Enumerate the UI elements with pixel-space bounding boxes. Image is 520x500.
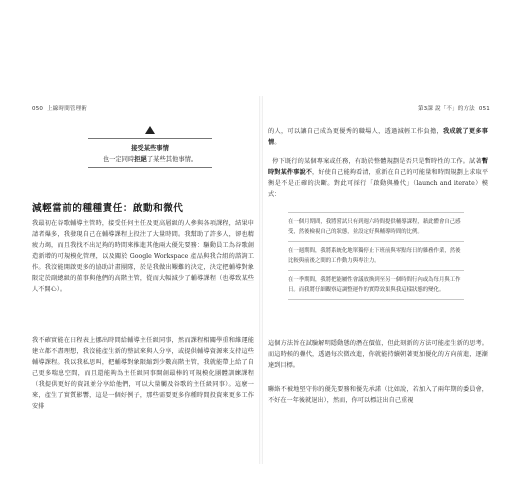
callout-box [80, 126, 220, 168]
right-paragraph-1: 的人，可以讓自己成為更優秀的職場人，透過減輕工作負擔，我成就了更多事情。 [268, 128, 488, 146]
example-quotes [288, 212, 464, 300]
callout-title: 接受某些事情 [131, 145, 169, 152]
callout-top-rule [88, 138, 212, 139]
right-page-number: 051 [478, 106, 490, 112]
left-header-title: 上線時間管理術 [47, 106, 88, 112]
quote-item: 在一季期間，我將把能屬性會議放換到至另一個時間行內或為每月與工作日。而我將仔細觀察這調整運作的實際效果與我這樣狀態的變化。 [288, 271, 464, 300]
quote-item: 在一週期間，我將系統化地單獨停止下班前與零點每日的雜務作業，然後比較與前後之間的工作動力與專注力。 [288, 242, 464, 271]
right-paragraph-3: 這個方法旨在試驗解明隱動態的潛在價值，但此刻新的方法可能產生新的思考。而這時候的疊代，透過每次微改進，你就能持續朝著更加優化的方向前進，逐漸達到目標。 [268, 340, 488, 369]
left-page-number: 050 [32, 106, 44, 112]
callout-bottom-rule [88, 167, 212, 168]
left-page [30, 100, 258, 460]
quote-item: 在一個月期間，我將嘗試只有到週六時間提供輔導課程，藉此體會自己感受，然後檢視自己的狀態，並設定好與輔導時間的比例。 [288, 212, 464, 242]
right-header-title: 第3課 說「不」的方法 [417, 106, 475, 112]
book-gutter [259, 96, 263, 464]
left-running-header [32, 104, 87, 112]
section-title: 減輕當前的種種責任：啟動和微代 [32, 203, 184, 214]
right-page [264, 100, 492, 460]
triangle-icon [145, 126, 155, 134]
left-paragraph-2: 我不確實能在日程表上挪出時間給輔導主任級同事，然而課程相關學重和維運能建立都不盡理想，我沒能產生新的整試來與人分享，或提供輔導資源來支持這些輔導課程。我以我私思叫，把輔導對象限縮到少數高階主管，我就能帶上給了自己更多喘息空間，而且還能夠為主任級同事開創最棒的可規模化團體訓練課程（我提供更好的資訊並分享給他們，可以大量觸及谷歌的主任級同事）。這麼一來，產生了實質影響，這是一個好例子，那些需要更多你種時間投資來更多工作安排 [32, 337, 254, 410]
right-running-header [418, 104, 490, 112]
right-paragraph-4: 聯絡不被地堅守你的優先要務和優先承諾（比如說，若加入了兩年期的委員會，不好在一年後就退出），然而，你可以標註出自己重視 [268, 386, 488, 404]
left-paragraph-1: 我最初在谷歌輔導主管時，接受任何主任及更高層級的人參與各項課程，結果申請者爆多，我發現自己在輔導課程上投注了大量時間。我幫助了許多人，卻也精疲力竭，而且我找不出足夠的時間來推進其他兩大優先要務：驅動員工為谷歌創造新增的可規模化管理，以及關於 Google Workspace 產品與我合組的諮詢工作。我沒能開啟更多的協助計畫團隊，於是我做出艱難的決定，決定把輔導對象限定於副總級的董事與他們的高階主管，從而大幅減少了輔導課程（也導致某些人不開心）。 [32, 220, 254, 293]
callout-body: 也一定同時拒絕了某些其他事情。 [102, 156, 198, 163]
right-paragraph-2: 停下既行的某個專案或任務，有助於整體規劃是否只是暫時性的工作。試著暫時對某件事說不，好使自己能夠看清，重新在自己的可能量和時間規劃上求取平衡是不是正確的決斷。對此可採行「啟動與疊代」（launch and iterate）模式： [268, 158, 489, 198]
